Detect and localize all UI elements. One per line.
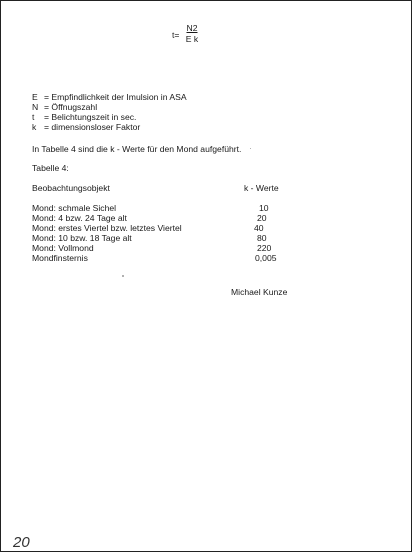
table-row [32, 203, 392, 213]
formula-fraction [182, 23, 202, 45]
formula-lhs: t= [172, 30, 180, 40]
row-value: 80 [257, 233, 267, 243]
row-value: 20 [257, 213, 267, 223]
row-value: 40 [254, 223, 264, 233]
header-object: Beobachtungsobjekt [32, 183, 110, 193]
table-title: Tabelle 4: [32, 163, 69, 173]
legend-symbol: k [32, 122, 37, 132]
formula-denominator: E k [185, 34, 199, 44]
table-row [32, 243, 392, 253]
row-object: Mond: schmale Sichel [32, 203, 117, 213]
scan-speck [250, 148, 251, 149]
header-value: k - Werte [244, 183, 279, 193]
legend-description: = Empfindlichkeit der Imulsion in ASA [44, 92, 187, 102]
formula-numerator: N2 [186, 23, 198, 33]
scan-speck [122, 275, 124, 277]
row-value: 0,005 [255, 253, 277, 263]
row-object: Mond: Vollmond [32, 243, 94, 253]
table-header [32, 183, 392, 193]
table-row [32, 253, 392, 263]
table-row [32, 233, 392, 243]
author-name: Michael Kunze [231, 287, 288, 297]
row-value: 220 [257, 243, 272, 253]
legend-symbol: E [32, 92, 38, 102]
table-row [32, 213, 392, 223]
row-object: Mondfinsternis [32, 253, 88, 263]
legend-description: = Belichtungszeit in sec. [44, 112, 137, 122]
table-row [32, 223, 392, 233]
row-object: Mond: erstes Viertel bzw. letztes Viertel [32, 223, 182, 233]
legend-row [32, 112, 136, 122]
legend-row [32, 92, 187, 102]
legend-description: = Öffnugszahl [44, 102, 98, 112]
legend-row [32, 102, 97, 112]
row-object: Mond: 10 bzw. 18 Tage alt [32, 233, 132, 243]
intro-text: In Tabelle 4 sind die k - Werte für den Mond aufgeführt. [32, 144, 242, 154]
legend-row [32, 122, 140, 132]
legend-description: = dimensionsloser Faktor [44, 122, 141, 132]
row-object: Mond: 4 bzw. 24 Tage alt [32, 213, 127, 223]
page-number: 20 [13, 534, 30, 551]
legend-symbol: t [32, 112, 35, 122]
legend-symbol: N [32, 102, 39, 112]
row-value: 10 [259, 203, 269, 213]
